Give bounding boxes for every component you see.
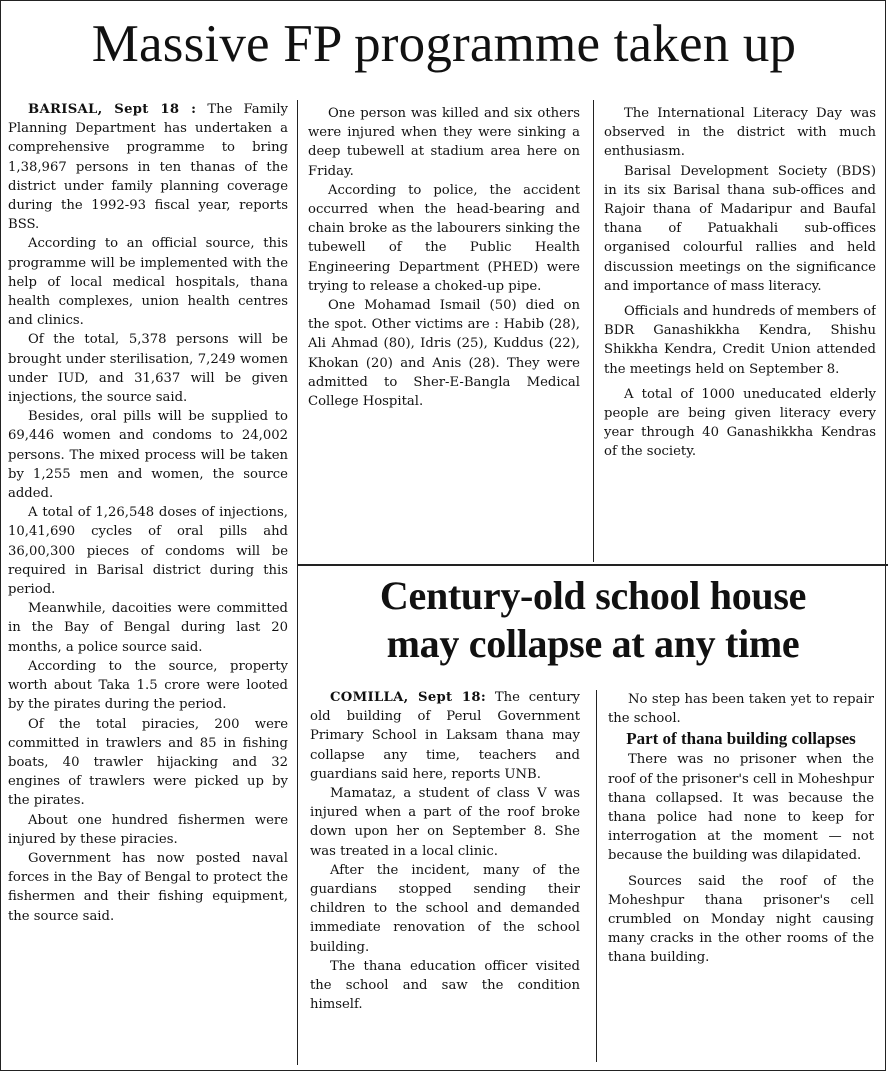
- article2-paragraph: No step has been taken yet to repair the school.: [608, 692, 874, 727]
- article1-paragraph: Barisal Development Society (BDS) in its six Barisal thana sub-offices and Rajoir thana of Madaripur and Baufal thana of Patuakhali sub-offices organised colourful rallies and held discussion meetings on the significance and importance of mass literacy.: [604, 163, 876, 294]
- article2-column-2: [608, 690, 874, 1066]
- article2-paragraph: After the incident, many of the guardians stopped sending their children to the school and demanded immediate renovation of the school building.: [310, 862, 580, 955]
- article1-paragraph: Meanwhile, dacoities were committed in the Bay of Bengal during last 20 months, a police source said.: [8, 601, 288, 655]
- article1-paragraph: [8, 100, 288, 234]
- article1-dateline: BARISAL, Sept 18 :: [28, 102, 197, 117]
- article1-paragraph: A total of 1000 uneducated elderly people are being given literacy every year through 40 Ganashikkha Kendras of the society.: [604, 386, 876, 460]
- article1-paragraph: One person was killed and six others were injured when they were sinking a deep tubewell at stadium area here on Friday.: [308, 106, 580, 179]
- article1-paragraph: A total of 1,26,548 doses of injections, 10,41,690 cycles of oral pills ahd 36,00,300 pieces of condoms will be required in Barisal district during this period.: [8, 505, 288, 598]
- article1-column-3: [604, 104, 876, 564]
- article1-paragraph: About one hundred fishermen were injured by these piracies.: [8, 812, 288, 847]
- article1-paragraph: According to the source, property worth about Taka 1.5 crore were looted by the pirates during the period.: [8, 658, 288, 713]
- article2-headline-line1: Century-old school house: [379, 573, 807, 618]
- article1-paragraph-text: The Family Planning Department has undertaken a comprehensive programme to bring 1,38,967 persons in ten thanas of the district under family planning coverage during the 1992-93 fiscal year, reports BSS.: [8, 102, 288, 233]
- article2-paragraph: The thana education officer visited the school and saw the condition himself.: [310, 958, 580, 1013]
- article1-paragraph: Of the total, 5,378 persons will be brought under sterilisation, 7,249 women under IUD, and 31,637 will be given injections, the source said.: [8, 332, 288, 406]
- article2-column-1: [310, 688, 580, 1064]
- article1-column-1: [8, 100, 288, 1062]
- article1-column-2: [308, 104, 580, 560]
- article1-paragraph: The International Literacy Day was observed in the district with much enthusiasm.: [604, 106, 876, 160]
- article2-box-top-rule: [297, 564, 888, 566]
- article2-paragraph: Mamataz, a student of class V was injured when a part of the roof broke down upon her on September 8. She was treated in a local clinic.: [310, 786, 580, 859]
- article1-paragraph: According to police, the accident occurred when the head-bearing and chain broke as the labourers sinking the tubewell of the Public Health Engineering Department (PHED) were trying to release a choked-up pipe.: [308, 182, 580, 294]
- column-divider: [596, 690, 597, 1062]
- article1-headline: Massive FP programme taken up: [91, 15, 797, 73]
- article1-paragraph: Officials and hundreds of members of BDR Ganashikkha Kendra, Shishu Shikkha Kendra, Credit Union attended the meetings held on September 8.: [604, 304, 876, 377]
- article1-paragraph: One Mohamad Ismail (50) died on the spot. Other victims are : Habib (28), Ali Ahmad (80), Idris (25), Kuddus (22), Khokan (20) and Anis (28). They were admitted to Sher-E-Bangla Medical College Hospital.: [308, 298, 580, 410]
- article2-headline-line2: may collapse at any time: [386, 621, 800, 666]
- article1-paragraph: Of the total piracies, 200 were committed in trawlers and 85 in fishing boats, 40 trawler hijacking and 32 engines of trawlers were picked up by the pirates.: [8, 716, 288, 809]
- article2-sub-paragraph: Sources said the roof of the Moheshpur thana prisoner's cell crumbled on Monday night causing many cracks in the other rooms of the thana building.: [608, 873, 874, 966]
- article2-paragraph: [310, 688, 580, 784]
- article2-subhead: Part of thana building collapses: [626, 729, 856, 749]
- column-divider: [593, 100, 594, 562]
- article2-paragraph-text: The century old building of Perul Government Primary School in Laksam thana may collapse any time, teachers and guardians said here, reports UNB.: [310, 690, 580, 782]
- article1-paragraph: According to an official source, this programme will be implemented with the help of local medical hospitals, thana health complexes, union health centres and clinics.: [8, 236, 288, 329]
- article1-paragraph: Government has now posted naval forces in the Bay of Bengal to protect the fishermen and their fishing equipment, the source said.: [8, 850, 288, 924]
- article2-sub-paragraph: There was no prisoner when the roof of the prisoner's cell in Moheshpur thana collapsed. It was because the thana police had none to keep for interrogation at the moment — not because the building was dilapidated.: [608, 752, 874, 864]
- article2-headline: [298, 572, 888, 668]
- article2-dateline: COMILLA, Sept 18:: [330, 690, 487, 705]
- article1-paragraph: Besides, oral pills will be supplied to 69,446 women and condoms to 24,002 persons. The mixed process will be taken by 1,255 men and women, the source added.: [8, 409, 288, 502]
